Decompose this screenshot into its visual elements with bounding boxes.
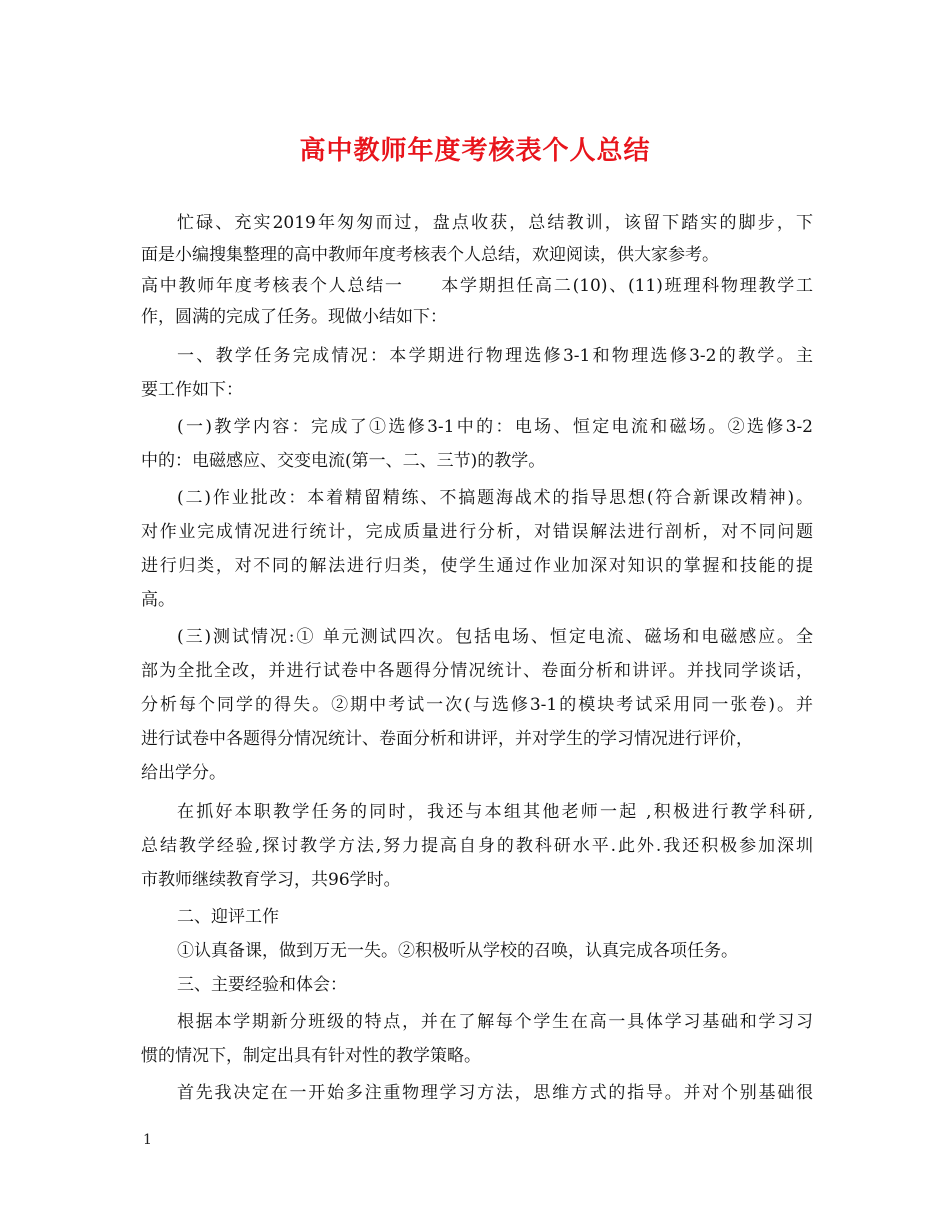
body-line: 进行试卷中各题得分情况统计、卷面分析和讲评，并对学生的学习情况进行评价，	[141, 729, 753, 749]
body-line: 给出学分。	[141, 763, 226, 783]
body-line: 一、教学任务完成情况：本学期进行物理选修3-1和物理选修3-2的教学。主	[177, 346, 813, 366]
section-heading: 三、主要经验和体会：	[177, 975, 347, 995]
document-body	[141, 206, 813, 1110]
body-line: 作，圆满的完成了任务。现做小结如下：	[141, 307, 447, 327]
body-line: (三)测试情况:① 单元测试四次。包括电场、恒定电流、磁场和电磁感应。全	[177, 627, 813, 647]
body-line: 根据本学期新分班级的特点，并在了解每个学生在高一具体学习基础和学习习	[177, 1012, 813, 1032]
body-line: 对作业完成情况进行统计，完成质量进行分析，对错误解法进行剖析，对不同问题	[141, 522, 813, 542]
body-line: ①认真备课，做到万无一失。②积极听从学校的召唤，认真完成各项任务。	[177, 941, 738, 961]
body-line: 首先我决定在一开始多注重物理学习方法，思维方式的指导。并对个别基础很	[177, 1083, 813, 1103]
page-number: 1	[143, 1132, 152, 1148]
body-line: 高。	[141, 590, 175, 610]
body-line: 要工作如下：	[141, 380, 243, 400]
body-line: 面是小编搜集整理的高中教师年度考核表个人总结，欢迎阅读，供大家参考。	[141, 245, 719, 265]
body-line: 总结教学经验,探讨教学方法,努力提高自身的教科研水平.此外.我还积极参加深圳	[141, 836, 813, 856]
body-line: 进行归类，对不同的解法进行归类，使学生通过作业加深对知识的掌握和技能的提	[141, 556, 813, 576]
body-line: 在抓好本职教学任务的同时，我还与本组其他老师一起 ,积极进行教学科研,	[177, 802, 813, 822]
body-line: 市教师继续教育学习，共96学时。	[141, 870, 401, 890]
document-title: 高中教师年度考核表个人总结	[299, 136, 651, 166]
body-line: 分析每个同学的得失。②期中考试一次(与选修3-1的模块考试采用同一张卷)。并	[141, 695, 813, 715]
section-heading: 二、迎评工作	[177, 907, 279, 927]
body-line: (二)作业批改：本着精留精练、不搞题海战术的指导思想(符合新课改精神)。	[177, 488, 813, 508]
body-line: (一)教学内容：完成了①选修3-1中的：电场、恒定电流和磁场。②选修3-2	[177, 417, 813, 437]
body-line: 中的：电磁感应、交变电流(第一、二、三节)的教学。	[141, 451, 546, 471]
body-line: 忙碌、充实2019年匆匆而过，盘点收获，总结教训，该留下踏实的脚步，下	[177, 213, 813, 233]
body-line: 惯的情况下，制定出具有针对性的教学策略。	[141, 1046, 481, 1066]
body-line: 高中教师年度考核表个人总结一 本学期担任高二(10)、(11)班理科物理教学工	[141, 276, 813, 296]
body-line: 部为全批全改，并进行试卷中各题得分情况统计、卷面分析和讲评。并找同学谈话，	[141, 661, 813, 681]
